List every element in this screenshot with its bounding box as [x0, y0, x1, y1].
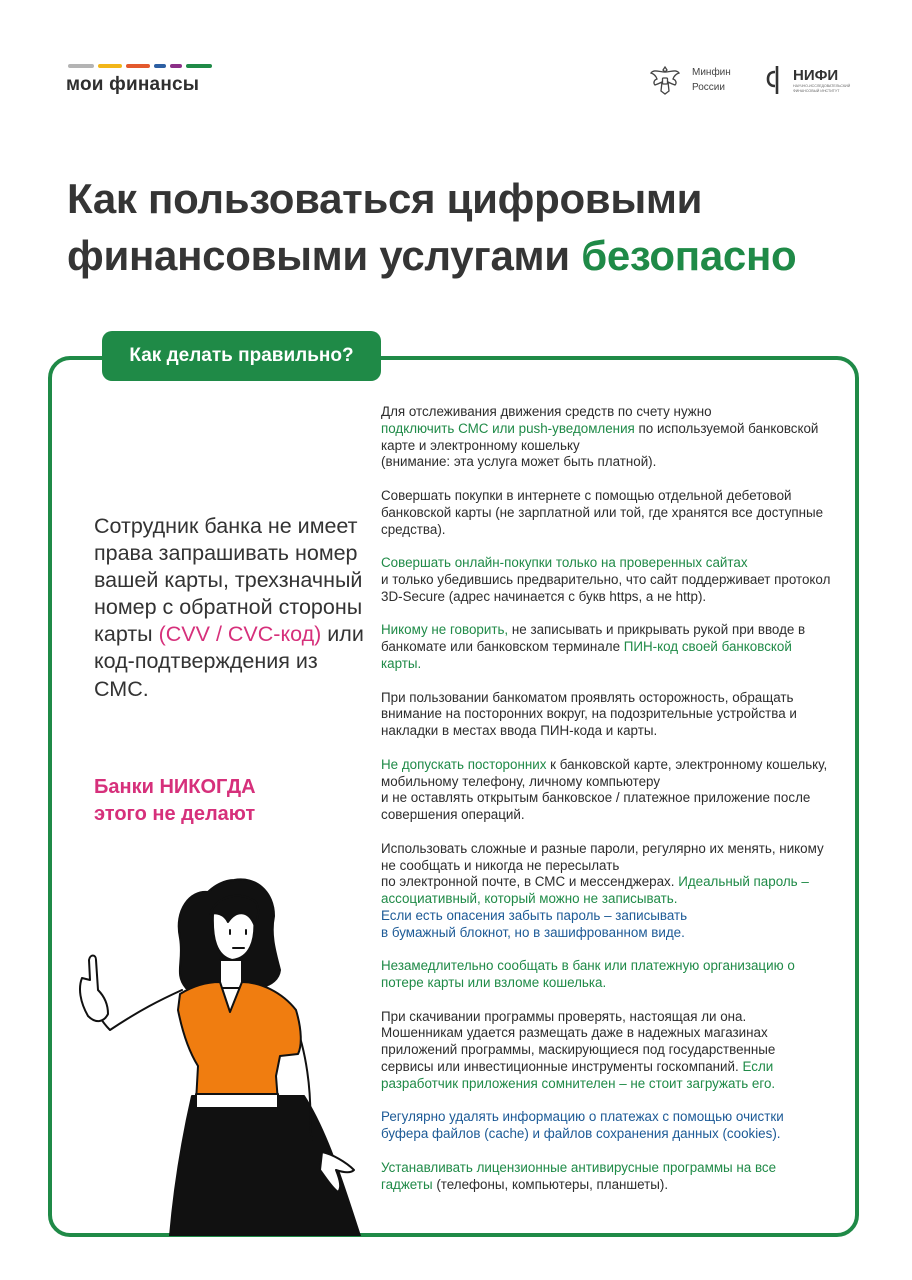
- tip-text: и не оставлять открытым банковское / платежное приложение после совершения операций.: [381, 790, 811, 823]
- warning-text: [94, 513, 364, 703]
- tip-text: (внимание: эта услуга может быть платной).: [381, 454, 657, 470]
- tip-item: [381, 757, 831, 824]
- tip-item: [381, 841, 831, 942]
- tip-highlight: Если разработчик приложения сомнителен – не стоит загружать его.: [381, 1059, 776, 1091]
- phi-symbol-icon: [766, 64, 788, 96]
- tip-item: [381, 404, 831, 471]
- tip-text: (телефоны, компьютеры, планшеты).: [436, 1176, 669, 1192]
- tip-item: [381, 555, 831, 605]
- tip-text: При пользовании банкоматом проявлять осторожность, обращать внимание на посторонних вокруг, на подозрительные устройства и накладки в местах ввода ПИН-кода и карты.: [381, 689, 797, 739]
- tip-item: [381, 690, 831, 740]
- tip-text: При скачивании программы проверять, настоящая ли она. Мошенникам удается размещать даже в надежных магазинах приложений программы, маскирующиеся под государственные сервисы или инвестиционные инструменты госкомпаний.: [381, 1008, 776, 1075]
- tip-item: [381, 1160, 831, 1194]
- tip-text: и только убедившись предварительно, что сайт поддерживает протокол 3D-Secure (адрес начинается с букв https, а не http).: [381, 571, 831, 604]
- tip-highlight: Не допускать посторонних: [381, 756, 547, 772]
- logo-stripe: [68, 64, 94, 68]
- tip-item: [381, 1109, 831, 1143]
- tip-highlight: Никому не говорить,: [381, 622, 509, 638]
- tip-highlight-blue: Регулярно удалять информацию о платежах с помощью очистки буфера файлов (cache) и файлов сохранения данных (cookies).: [381, 1109, 784, 1142]
- warning-text-after: или код-подтверждения из СМС.: [94, 622, 364, 701]
- logo-text: мои финансы: [66, 74, 200, 95]
- tip-text: не записывать и прикрывать рукой при вводе в банкомате или банковском терминале: [381, 622, 806, 655]
- tip-text: Для отслеживания движения средств по счету нужно: [381, 404, 712, 419]
- double-eagle-emblem-icon: [648, 63, 682, 97]
- tip-highlight: Совершать онлайн-покупки только на проверенных сайтах: [381, 555, 748, 571]
- nifi-subtitle: НАУЧНО-ИССЛЕДОВАТЕЛЬСКИЙ ФИНАНСОВЫЙ ИНСТИТУТ: [793, 83, 851, 93]
- tip-highlight: Незамедлительно сообщать в банк или платежную организацию о потере карты или взломе кошелька.: [381, 958, 795, 991]
- logo-stripes: [68, 64, 212, 68]
- never-line2: этого не делают: [94, 803, 256, 825]
- minfin-logo: [648, 63, 731, 97]
- woman-illustration: [70, 870, 370, 1236]
- tip-item: [381, 488, 831, 538]
- title-text: Как пользоваться цифровыми финансовыми услугами: [67, 175, 703, 279]
- tips-list: [381, 404, 831, 1210]
- minfin-line1: Минфин: [692, 67, 731, 78]
- tip-text: по используемой банковской карте и электронному кошельку: [381, 420, 819, 453]
- tip-text: по электронной почте, в СМС и мессенджерах.: [381, 874, 675, 890]
- tip-highlight: ПИН-код своей банковской карты.: [381, 639, 792, 671]
- logo-stripe: [98, 64, 122, 68]
- page-title: [67, 170, 867, 284]
- tip-highlight: Устанавливать лицензионные антивирусные программы на все гаджеты: [381, 1159, 777, 1192]
- warning-text-before: Сотрудник банка не имеет права запрашивать номер вашей карты, трехзначный номер с обратной стороны карты: [94, 514, 363, 647]
- title-highlight: безопасно: [581, 232, 797, 279]
- tip-item: [381, 1009, 831, 1093]
- never-line1: Банки НИКОГДА: [94, 776, 256, 798]
- nifi-name: НИФИ: [793, 66, 839, 84]
- logo-stripe: [154, 64, 166, 68]
- nifi-logo: [766, 64, 859, 96]
- logo-stripe: [170, 64, 182, 68]
- tip-item: [381, 958, 831, 992]
- tip-text: Совершать покупки в интернете с помощью отдельной дебетовой банковской карты (не зарплатной или той, где хранятся все доступные средства).: [381, 487, 824, 537]
- never-callout: [94, 774, 354, 828]
- tip-highlight-blue: в бумажный блокнот, но в зашифрованном виде.: [381, 924, 685, 940]
- minfin-line2: России: [692, 82, 725, 93]
- tip-highlight: подключить СМС или push-уведомления: [381, 420, 635, 436]
- tip-item: [381, 622, 831, 672]
- logo-stripe: [186, 64, 212, 68]
- cvv-code-label: (CVV / CVC-код): [158, 622, 322, 647]
- tip-text: к банковской карте, электронному кошельку, мобильному телефону, личному компьютеру: [381, 756, 828, 789]
- tip-highlight: Идеальный пароль – ассоциативный, который можно не записывать.: [381, 874, 809, 907]
- section-tab: Как делать правильно?: [102, 331, 381, 381]
- logo-stripe: [126, 64, 150, 68]
- tip-text: Использовать сложные и разные пароли, регулярно их менять, никому не сообщать и никогда не пересылать: [381, 840, 824, 873]
- tip-highlight-blue: Если есть опасения забыть пароль – записывать: [381, 907, 688, 923]
